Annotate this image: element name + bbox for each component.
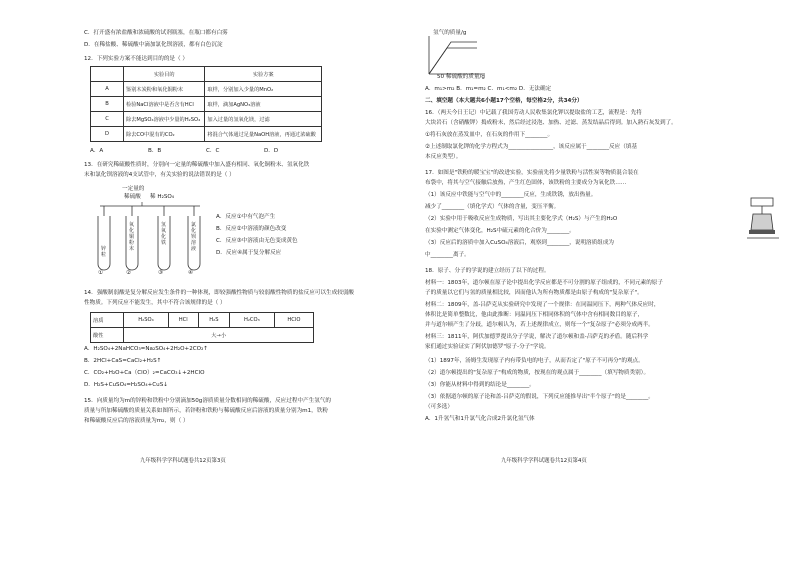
q13-option-b: B．反应②中溶液的颜色改变 [216, 226, 287, 232]
q18-line: 材料三：1811年，阿伏加德罗提出分子学说，解决了道尔顿和盖-吕萨克的矛盾。随后科学 [425, 334, 649, 340]
table-row [91, 67, 322, 82]
q18-line: 材料二：1809年，盖-吕萨克从实验研究中发现了一个规律：在同温同压下，两种气体反应时， [425, 302, 660, 308]
q14-stem-line1: 14．强酸制弱酸是复分解反应发生条件的一种体现，即较强酸性物质与较弱酸性物质的盐反应可以生成较弱酸 [84, 290, 355, 296]
q16-line: 本反应类型）。 [425, 154, 462, 160]
table-cell: C [91, 112, 124, 127]
table-header: 实验方案 [205, 67, 322, 82]
q17-line: 17．如图是"铁粉的暖宝宝"的改进实验，实验前先将少量铁粉与活性炭等物质混合装在 [425, 170, 639, 176]
table-cell: 加入过量的氢氧化镁，过滤 [205, 112, 322, 127]
tube-label-zinc: 锌粒 [101, 246, 107, 258]
q18-line: （2）道尔顿提出的"复杂原子"构成的物质，按现在的观点属于________（填写物质类别）。 [425, 370, 650, 376]
q17-line: （1）该反应中铁能与空气中的________反应，生成铁锈，放出热量。 [425, 192, 597, 198]
table-row [91, 112, 322, 127]
q18-line: （可多选） [425, 404, 453, 410]
q16-line: ②上述制取氯化钾的化学方程式为________________，该反应属于________反应（填基 [425, 144, 637, 150]
graph-y-axis-label: 氢气的质量/g [433, 30, 467, 36]
right-page [397, 0, 794, 561]
table-cell: H₂CO₃ [229, 313, 274, 328]
q13-stem-line2: 末和氯化钡溶液的4支试管中，有关实验的说法错误的是（ ） [84, 172, 235, 178]
q14-option-a: A．H₂SO₄+2NaHCO₃=Na₂SO₄+2H₂O+2CO₂↑ [84, 346, 208, 352]
table-cell: 检验NaCl溶液中是否含有HCl [124, 97, 205, 112]
table-cell: 取样，分别加入少量的MnO₂ [205, 82, 322, 97]
q18-line: 家们通过实验证实了阿伏加德罗"原子-分子"学说。 [425, 344, 550, 350]
table-row [91, 82, 322, 97]
q17-line: 布袋中，将其与空气接触后放热，产生红色固体，该铁粉的主要成分为氧化铁…… [425, 180, 627, 186]
page-footer: 九年级科学学科试题卷共12页第3页 [140, 458, 226, 464]
table-cell: 酸性 [91, 328, 124, 343]
table-cell: 鉴别木炭粉和氧化铜粉末 [124, 82, 205, 97]
page-footer: 九年级科学学科试题卷共12页第4页 [501, 458, 587, 464]
table-row [91, 328, 314, 343]
section-2-title: 二、填空题（本大题共6小题17个空格，每空格2分，共34分） [425, 98, 583, 104]
q12-option-a: A．A [90, 148, 104, 154]
table-row [91, 97, 322, 112]
table-cell: A [91, 82, 124, 97]
table-cell: 除去CO中混有的CO₂ [124, 127, 205, 142]
table-cell: 大→小 [124, 328, 314, 343]
q18-line: （1）1897年，汤姆生发现原子内有带负电的电子，从而否定了"原子不可再分"的观点。 [425, 358, 644, 364]
q12-stem: 12．下列实验方案不能达到目的的是（ ） [84, 56, 188, 62]
q15-stem-line2: 质量与所加稀硫酸的质量关系如图所示，若锌粉和铁粉与稀硫酸反应后溶液的质量分别为m1，铁粉 [84, 408, 328, 414]
q18-line: （3）依据道尔顿的原子论和盖-吕萨克的假说，下列反应能推导出"半个原子"的是________。 [425, 394, 654, 400]
table-cell: 除去MgSO₄溶液中少量的H₂SO₄ [124, 112, 205, 127]
q17-line: 在实验中测定气体变化，H₂S中硫元素的化合价为________。 [425, 228, 575, 234]
q13-figure-title: 一定量的 [122, 186, 145, 192]
q17-line: 减少了________（填化学式）气体的含量，变压平衡。 [425, 204, 560, 210]
q16-line: ①将石灰放在蒸发皿中，在石灰的作用下________。 [425, 132, 554, 138]
tube-number-4: ④ [188, 270, 194, 276]
tube-label-barium-chloride: 氯化钡溶液 [191, 222, 197, 252]
q18-stem: 18．原子、分子的学说的建立经历了以下的过程。 [425, 268, 550, 274]
table-row [91, 127, 322, 142]
hand-warmer-apparatus-figure [743, 196, 783, 242]
q18-line: （3）你能从材料中得到的结论是________。 [425, 382, 535, 388]
q13-reagent-label: 稀 H₂SO₄ [150, 194, 175, 200]
q14-table [90, 312, 314, 343]
q13-stem-line1: 13．在研究稀硫酸性质时，分别向一定量的稀硫酸中加入盛有相同、氧化铜粉末、氢氧化铁 [84, 162, 310, 168]
table-row [91, 313, 314, 328]
tube-label-iron-hydroxide: 氢氧化铁 [161, 222, 167, 246]
graph-x-axis-label: 50 稀硫酸的质量/g [437, 74, 485, 80]
tube-number-1: ① [98, 270, 104, 276]
table-header: 实验目的 [124, 67, 205, 82]
q17-line: （2）实验中用于吸收反应生成物质，写出其主要化学式（H₂S）与产生的H₂O [425, 216, 618, 222]
q12-option-c: C．C [206, 148, 220, 154]
q11-option-c: C．打开盛有浓盐酸和浓硫酸的试剂瓶塞，在瓶口都有白雾 [84, 30, 228, 36]
tube-number-2: ② [126, 270, 132, 276]
q12-option-d: D．D [264, 148, 279, 154]
q18-line: 子的质量以它们与氢的质量相比较，因而他认为所有物质都是由原子构成的"复杂原子"。 [425, 290, 643, 296]
tube-number-3: ③ [158, 270, 164, 276]
q18-line: 体积比是简单整数比，他由此推断：同温同压下相同体积的气体中含有相同数目的原子， [425, 312, 644, 318]
q17-line: 中________离子。 [425, 252, 470, 258]
q13-option-a: A．反应①中有气泡产生 [216, 214, 276, 220]
q13-figure-title2: 稀硫酸 [124, 194, 141, 200]
table-cell: H₂S [198, 313, 229, 328]
q13-option-d: D．反应④属于复分解反应 [216, 250, 282, 256]
q13-option-c: C．反应③中溶液由无色变成黄色 [216, 238, 298, 244]
table-cell: HCl [168, 313, 198, 328]
q14-stem-line2: 性物质。下列反应不能发生，其中不符合该规律的是（ ） [84, 300, 226, 306]
tube-label-copper-oxide: 氧化铜粉末 [129, 222, 135, 252]
q15-options: A．m₁>m₂ B．m₁=m₂ C．m₁<m₂ D．无法确定 [425, 86, 552, 92]
q18-line: 并与道尔顿产生了分歧，道尔顿认为，若上述规律成立，则每一个"复杂原子"必须分成两半。 [425, 322, 654, 328]
table-cell: H₂SO₄ [124, 313, 168, 328]
q15-stem-line3: 和稀硫酸反应后的溶液质量为m₂，则（ ） [84, 418, 189, 424]
table-cell: HClO [274, 313, 313, 328]
q14-option-b: B．2HCl+CaS=CaCl₂+H₂S↑ [84, 358, 162, 364]
q14-option-c: C．CO₂+H₂O+Ca（ClO）₂=CaCO₃↓+2HClO [84, 370, 205, 376]
table-cell: 取样，滴加AgNO₃溶液 [205, 97, 322, 112]
q12-table [90, 66, 322, 142]
q16-line: 16．（两天今日王记）中记载了我国劳动人民收集氯化钾以提取盐的工艺，流程是：先将 [425, 110, 642, 116]
table-cell: B [91, 97, 124, 112]
table-cell: D [91, 127, 124, 142]
q18-option-a: A．1升氢气和1升氯气化合成2升氯化氢气体 [425, 416, 535, 422]
q15-stem-line1: 15．向质量均为m的锌粉和铁粉中分别滴加50g溶质质量分数相同的稀硫酸，反应过程中产生氢气的 [84, 398, 331, 404]
q17-line: （3）反应后的溶质中加入CuSO₄溶液后，观察到________，说明溶质组成为 [425, 240, 615, 246]
table-cell: 将混合气体通过足量NaOH溶液，再通过浓硫酸 [205, 127, 322, 142]
q12-option-b: B．B [148, 148, 162, 154]
q14-option-d: D．H₂S+CuSO₄=H₂SO₄+CuS↓ [84, 382, 168, 388]
q16-line: 大块岩石（含硝酸钾）捣成粉末，然后经过浸泡、加热、过滤、蒸发结晶后得到。加入熟石灰发到了。 [425, 120, 677, 126]
q11-option-d: D．在稀盐酸、稀硫酸中滴加氯化钡溶液，都有白色沉淀 [84, 42, 223, 48]
table-cell: 溶质 [91, 313, 124, 328]
q18-line: 材料一：1803年，道尔顿在原子论中提出化学反应都是不可分割的原子组成的，不同元素的原子 [425, 280, 663, 286]
